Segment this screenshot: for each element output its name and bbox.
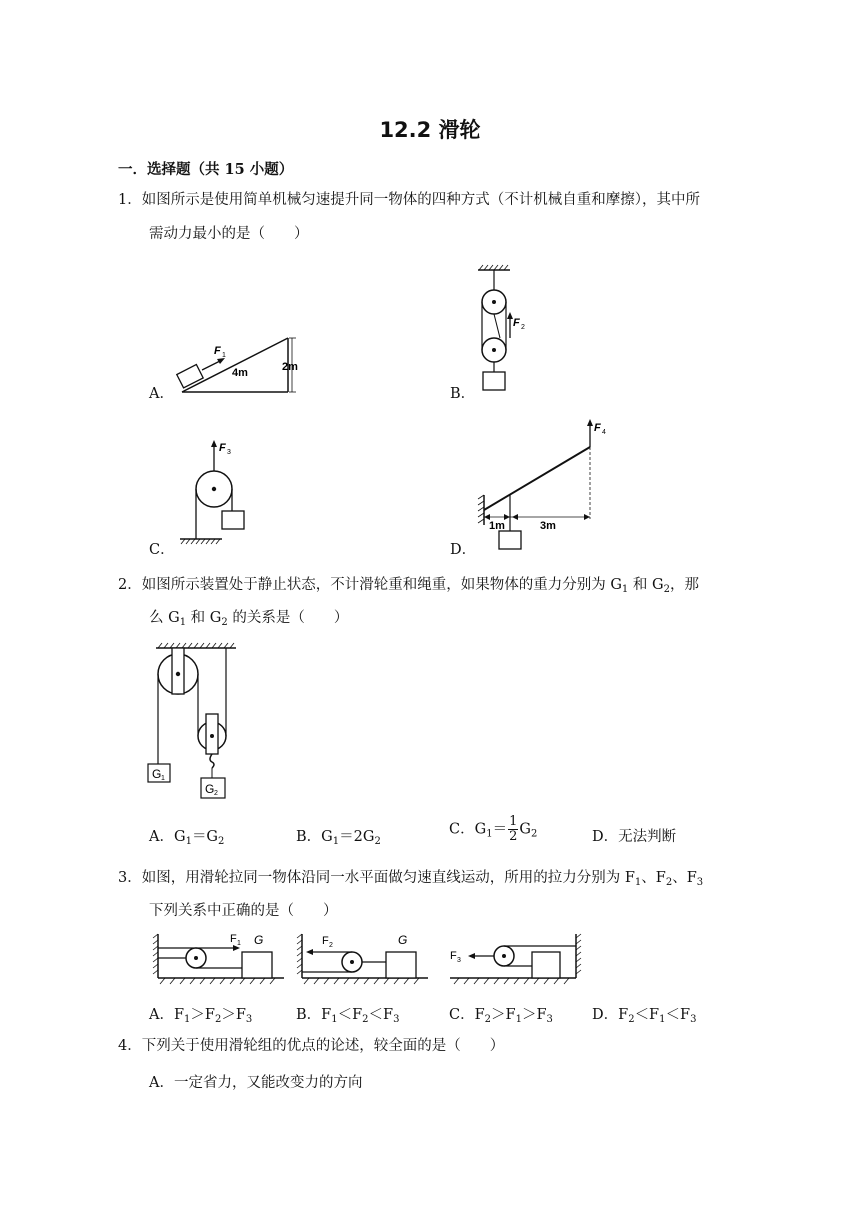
q3-stem-line1: 3．如图，用滑轮拉同一物体沿同一水平面做匀速直线运动，所用的拉力分别为 $F_1$、$F_2$、$F_3$ (118, 870, 704, 888)
q3-option-d[interactable]: D．$F_2<F_1<F_3$ (592, 1007, 697, 1025)
q3-option-c[interactable]: C．$F_2>F_1>F_3$ (449, 1007, 553, 1025)
q1-label-c: C． (149, 542, 175, 558)
fig-a-force-label: F (214, 345, 221, 357)
fig-q3-1-weight-label: G (254, 933, 264, 947)
section-heading: 一．选择题（共 15 小题） (118, 161, 294, 178)
fig-a-height-label: 2m (282, 361, 298, 373)
q2-option-b[interactable]: B．$G_1=2G_2$ (296, 829, 381, 847)
q1-label-b: B． (450, 386, 476, 402)
q3-option-a[interactable]: A．$F_1>F_2>F_3$ (149, 1007, 253, 1025)
fig-q2-g2-sub: 2 (214, 790, 218, 797)
q4-stem: 4．下列关于使用滑轮组的优点的论述，较全面的是（ ） (118, 1038, 505, 1054)
fig-d-force-label: F (594, 422, 601, 434)
fig-a-slope-label: 4m (232, 367, 248, 379)
q4-option-a[interactable]: A．一定省力，又能改变力的方向 (149, 1075, 363, 1091)
fig-q2-g1-label: G (152, 767, 162, 781)
q1-stem-line1: 1．如图所示是使用简单机械匀速提升同一物体的四种方式（不计机械自重和摩擦），其中所 (118, 192, 700, 208)
q1-label-a: A． (149, 386, 174, 402)
fig-q3-3-force-label: F (450, 950, 457, 962)
q2-stem-line2: 么 $G_1$ 和 $G_2$ 的关系是（ ） (149, 610, 349, 628)
q3-option-b[interactable]: B．$F_1<F_2<F_3$ (296, 1007, 400, 1025)
q1-figure-d-lever (474, 415, 624, 555)
q2-option-a[interactable]: A．$G_1=G_2$ (149, 829, 225, 847)
q1-label-d: D． (450, 542, 477, 558)
fig-c-force-sub: 3 (227, 449, 231, 456)
fig-a-force-sub: 1 (222, 352, 226, 359)
q1-stem-line2: 需动力最小的是（ ） (149, 226, 309, 242)
fig-b-force-label: F (513, 317, 520, 329)
fig-q3-2-weight-label: G (398, 933, 408, 947)
q1-figure-c-fixed-pulley (176, 435, 256, 547)
fig-d-short-arm-label: 1m (489, 520, 505, 532)
q3-figure-1 (150, 928, 290, 990)
svg-text:3: 3 (457, 957, 461, 964)
q1-figure-b-pulley-block (470, 262, 540, 397)
fig-b-force-sub: 2 (521, 324, 525, 331)
q3-figure-3 (444, 928, 586, 990)
fig-q3-1-force-label: F (230, 933, 237, 945)
fig-d-force-sub: 4 (602, 429, 606, 436)
q3-figure-2 (294, 928, 434, 990)
fig-q2-g2-label: G (205, 782, 215, 796)
q3-stem-line2: 下列关系中正确的是（ ） (149, 903, 338, 919)
fig-d-long-arm-label: 3m (540, 520, 556, 532)
fig-c-force-label: F (219, 442, 226, 454)
fig-q3-2-force-label: F (322, 935, 329, 947)
fig-q2-g1-sub: 1 (161, 775, 165, 782)
q2-stem-line1: 2．如图所示装置处于静止状态，不计滑轮重和绳重，如果物体的重力分别为 $G_1$ 和 $G_2$，那 (118, 577, 699, 595)
svg-text:2: 2 (329, 942, 333, 949)
q1-figure-a-incline (170, 330, 310, 400)
q2-figure-pulley-system (144, 640, 244, 805)
svg-text:1: 1 (237, 940, 241, 947)
q2-option-d[interactable]: D．无法判断 (592, 829, 677, 845)
page-title: 12.2 滑轮 (379, 118, 481, 142)
q2-option-c[interactable]: C．$G_1=$ $\frac{1}{2}$ $G_2$ (449, 814, 538, 844)
